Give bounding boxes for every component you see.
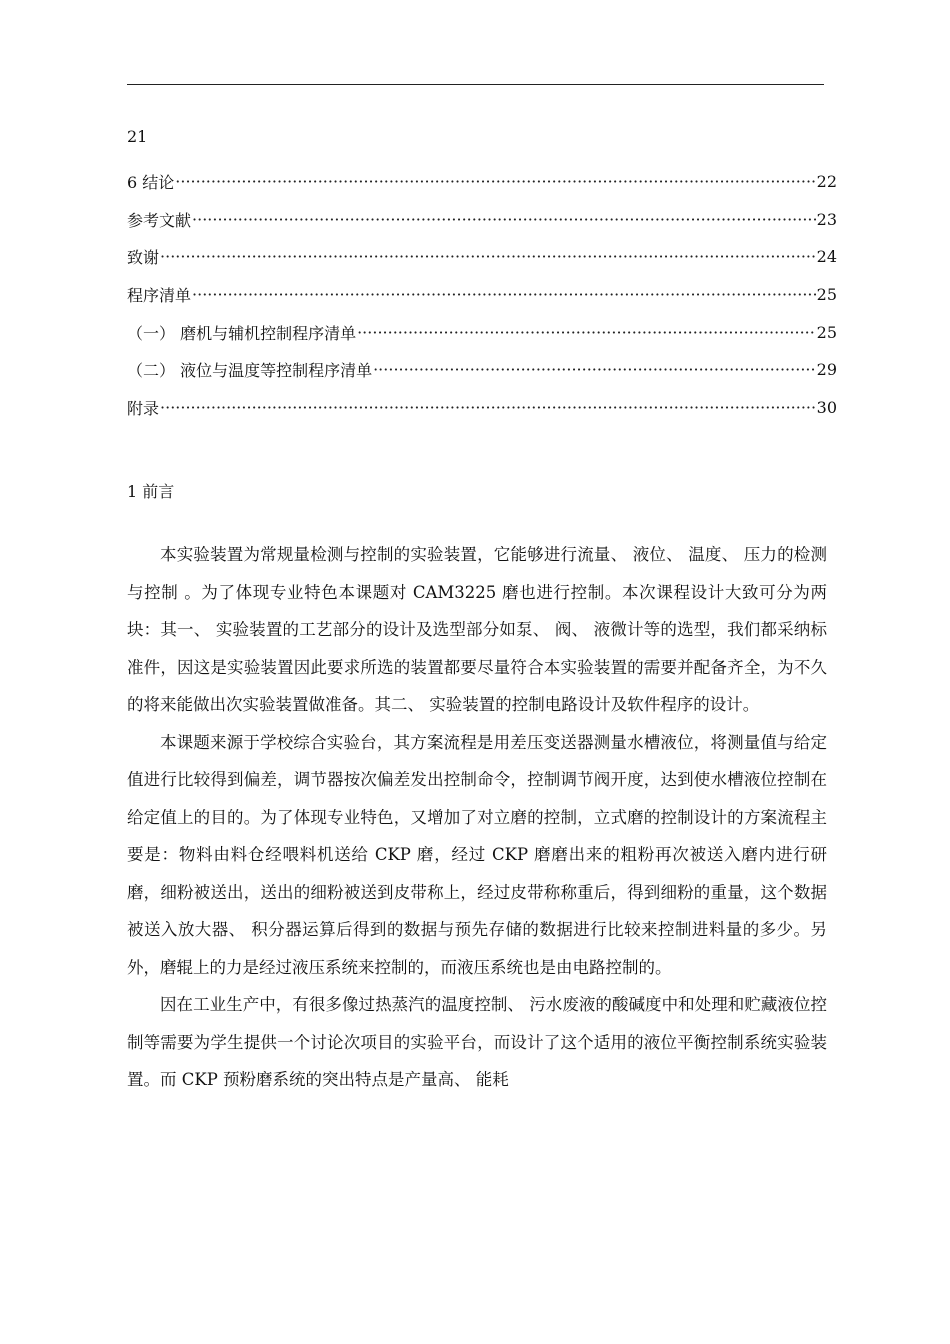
toc-entry-page: 25 bbox=[816, 285, 837, 305]
toc-entry-title: 附录 bbox=[127, 398, 160, 418]
toc-entry-page: 25 bbox=[816, 322, 837, 342]
toc-continued-page-number: 21 bbox=[127, 127, 148, 146]
toc-leader-dots bbox=[175, 172, 815, 191]
toc-entry-title: 参考文献 bbox=[127, 210, 192, 230]
header-rule bbox=[127, 84, 824, 85]
toc-entry-title: 6 结论 bbox=[127, 173, 175, 193]
toc-entry[interactable] bbox=[127, 313, 837, 351]
toc-leader-dots bbox=[160, 247, 816, 266]
toc-entry[interactable] bbox=[127, 163, 837, 201]
section-heading: 1 前言 bbox=[127, 482, 175, 501]
toc-entry-title: （二） 液位与温度等控制程序清单 bbox=[127, 361, 373, 381]
toc-entry[interactable] bbox=[127, 276, 837, 314]
body-paragraph: 本课题来源于学校综合实验台，其方案流程是用差压变送器测量水槽液位，将测量值与给定值进行比较得到偏差，调节器按次偏差发出控制命令，控制调节阀开度，达到使水槽液位控制在给定值上的目的。为了体现专业特色，又增加了对立磨的控制，立式磨的控制设计的方案流程主要是：物料由料仓经喂料机送给 CKP 磨，经过 CKP 磨磨出来的粗粉再次被送入磨内进行研磨，细粉被送出，送出的细粉被送到皮带称上，经过皮带称称重后，得到细粉的重量，这个数据被送入放大器、 积分器运算后得到的数据与预先存储的数据进行比较来控制进料量的多少。另外，磨辊上的力是经过液压系统来控制的，而液压系统也是由电路控制的。 bbox=[127, 732, 827, 977]
toc-entry[interactable] bbox=[127, 201, 837, 239]
toc-entry[interactable] bbox=[127, 238, 837, 276]
toc-leader-dots bbox=[192, 210, 816, 229]
toc-entry-title: 致谢 bbox=[127, 248, 160, 268]
toc-leader-dots bbox=[160, 398, 816, 417]
body-paragraph: 本实验装置为常规量检测与控制的实验装置，它能够进行流量、 液位、 温度、 压力的检测与控制 。为了体现专业特色本课题对 CAM3225 磨也进行控制。本次课程设计大致可分为两块：其一、 实验装置的工艺部分的设计及选型部分如泵、 阀、 液微计等的选型，我们都采纳标准件，因这是实验装置因此要求所选的装置都要尽量符合本实验装置的需要并配备齐全，为不久的将来能做出次实验装置做准备。其二、 实验装置的控制电路设计及软件程序的设计。 bbox=[127, 545, 827, 714]
toc-leader-dots bbox=[357, 323, 816, 342]
section-body bbox=[127, 536, 827, 1099]
toc-entry-page: 22 bbox=[816, 172, 837, 192]
toc-leader-dots bbox=[192, 285, 816, 304]
toc-entry[interactable] bbox=[127, 351, 837, 389]
toc-entry-page: 29 bbox=[816, 360, 837, 380]
toc-entry-page: 24 bbox=[816, 247, 837, 267]
toc-entry-title: 程序清单 bbox=[127, 286, 192, 306]
toc-entry-page: 30 bbox=[816, 397, 837, 417]
toc-entry[interactable] bbox=[127, 389, 837, 427]
toc-entry-title: （一） 磨机与辅机控制程序清单 bbox=[127, 323, 357, 343]
body-paragraph: 因在工业生产中，有很多像过热蒸汽的温度控制、 污水废液的酸碱度中和处理和贮藏液位控制等需要为学生提供一个讨论次项目的实验平台，而设计了这个适用的液位平衡控制系统实验装置。而 CKP 预粉磨系统的突出特点是产量高、 能耗 bbox=[127, 995, 827, 1089]
toc-leader-dots bbox=[373, 360, 816, 379]
table-of-contents bbox=[127, 163, 837, 426]
toc-entry-page: 23 bbox=[816, 209, 837, 229]
